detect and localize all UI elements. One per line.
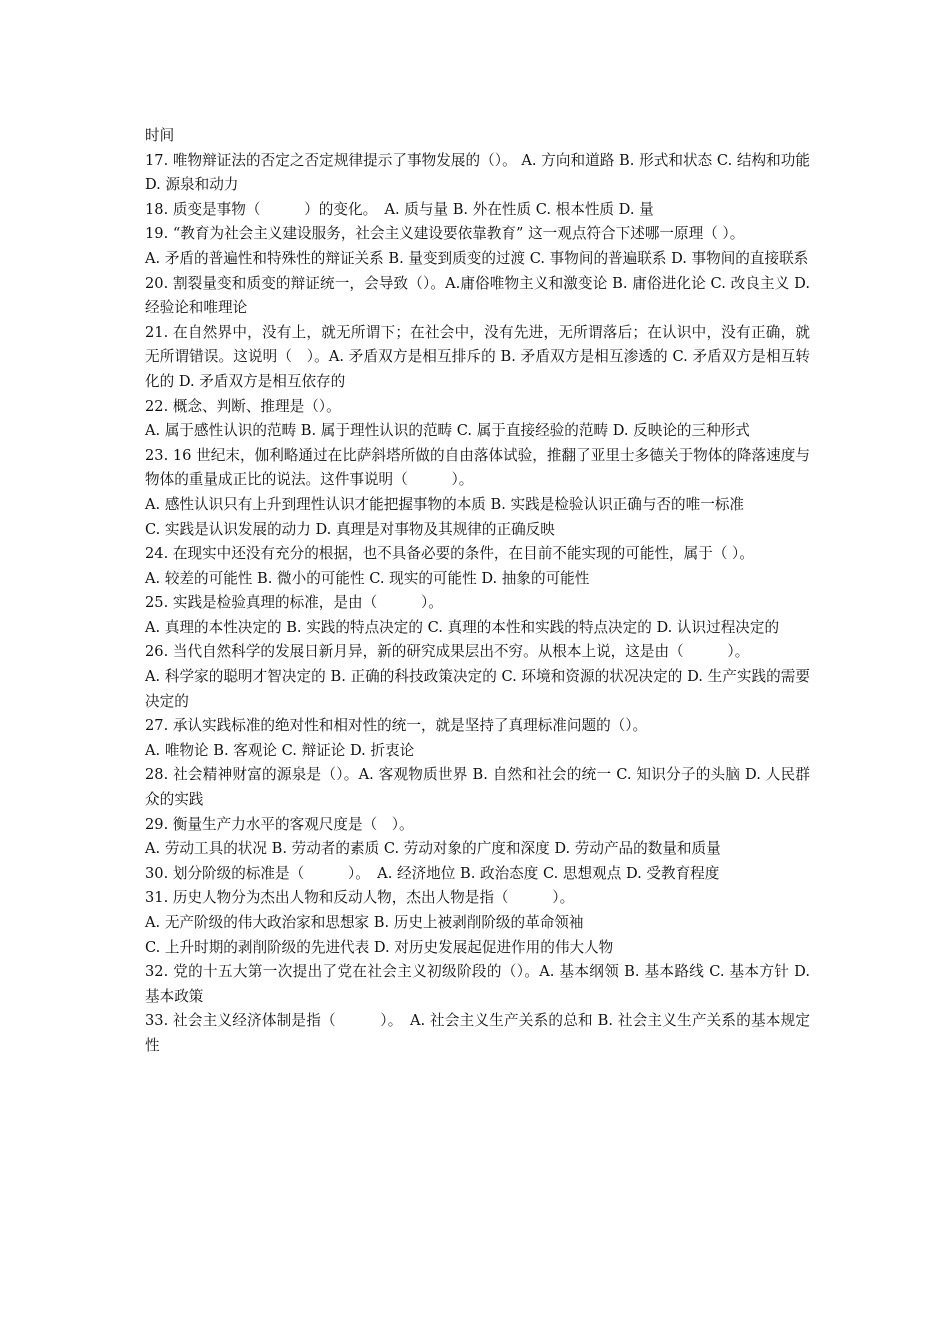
question-24: 24. 在现实中还没有充分的根据，也不具备必要的条件，在目前不能实现的可能性，属于（ ）。 [145, 545, 754, 563]
question-31-options-cd: C. 上升时期的剥削阶级的先进代表 D. 对历史发展起促进作用的伟大人物 [145, 938, 614, 956]
question-29: 29. 衡量生产力水平的客观尺度是（ ）。 [145, 815, 414, 833]
question-26-options: A. 科学家的聪明才智决定的 B. 正确的科技政策决定的 C. 环境和资源的状况决定的 D. 生产实践的需要决定的 [145, 668, 810, 710]
question-30: 30. 划分阶级的标准是（ ）。 A. 经济地位 B. 政治态度 C. 思想观点 D. 受教育程度 [145, 864, 720, 882]
question-19: 19. “教育为社会主义建设服务，社会主义建设要依靠教育” 这一观点符合下述哪一原理（ ）。 [145, 225, 745, 243]
question-19-options: A. 矛盾的普遍性和特殊性的辩证关系 B. 量变到质变的过渡 C. 事物间的普遍联系 D. 事物间的直接联系 [145, 249, 809, 267]
question-22-options: A. 属于感性认识的范畴 B. 属于理性认识的范畴 C. 属于直接经验的范畴 D. 反映论的三种形式 [145, 422, 750, 440]
question-20: 20. 割裂量变和质变的辩证统一，会导致（）。A.庸俗唯物主义和激变论 B. 庸俗进化论 C. 改良主义 D. 经验论和唯理论 [145, 274, 810, 317]
question-32: 32. 党的十五大第一次提出了党在社会主义初级阶段的（）。A. 基本纲领 B. 基本路线 C. 基本方针 D. 基本政策 [145, 963, 810, 1005]
question-31-options-ab: A. 无产阶级的伟大政治家和思想家 B. 历史上被剥削阶级的革命领袖 [145, 914, 584, 931]
question-21: 21. 在自然界中，没有上，就无所谓下；在社会中，没有先进，无所谓落后；在认识中，没有正确，就无所谓错误。这说明（ ）。A. 矛盾双方是相互排斥的 B. 矛盾双方是相互渗透的 C. 矛盾双方是相互转化的 D. 矛盾双方是相互依存的 [145, 323, 810, 390]
question-25: 25. 实践是检验真理的标准，是由（ ）。 [145, 594, 443, 612]
question-33: 33. 社会主义经济体制是指（ ）。 A. 社会主义生产关系的总和 B. 社会主义生产关系的基本规定性 [145, 1012, 810, 1054]
question-18: 18. 质变是事物（ ）的变化。 A. 质与量 B. 外在性质 C. 根本性质 D. 量 [145, 200, 654, 218]
question-23-options-cd: C. 实践是认识发展的动力 D. 真理是对事物及其规律的正确反映 [145, 520, 555, 538]
question-23-options-ab: A. 感性认识只有上升到理性认识才能把握事物的本质 B. 实践是检验认识正确与否的唯一标准 [145, 495, 745, 513]
text-fragment-time: 时间 [145, 127, 175, 144]
question-24-options: A. 较差的可能性 B. 微小的可能性 C. 现实的可能性 D. 抽象的可能性 [145, 569, 590, 587]
question-23: 23. 16 世纪末，伽利略通过在比萨斜塔所做的自由落体试验，推翻了亚里士多德关于物体的降落速度与物体的重量成正比的说法。这件事说明（ ）。 [145, 446, 810, 489]
question-17: 17. 唯物辩证法的否定之否定规律提示了事物发展的（）。 A. 方向和道路 B. 形式和状态 C. 结构和功能 D. 源泉和动力 [145, 151, 810, 194]
question-26: 26. 当代自然科学的发展日新月异，新的研究成果层出不穷。从根本上说，这是由（ ）。 [145, 643, 750, 661]
question-31: 31. 历史人物分为杰出人物和反动人物，杰出人物是指（ ）。 [145, 889, 575, 907]
question-25-options: A. 真理的本性决定的 B. 实践的特点决定的 C. 真理的本性和实践的特点决定的 D. 认识过程决定的 [145, 618, 780, 636]
question-27: 27. 承认实践标准的绝对性和相对性的统一，就是坚持了真理标准问题的（）。 [145, 717, 648, 735]
question-29-options: A. 劳动工具的状况 B. 劳动者的素质 C. 劳动对象的广度和深度 D. 劳动产品的数量和质量 [145, 840, 721, 858]
question-27-options: A. 唯物论 B. 客观论 C. 辩证论 D. 折衷论 [145, 741, 415, 759]
question-28: 28. 社会精神财富的源泉是（）。A. 客观物质世界 B. 自然和社会的统一 C. 知识分子的头脑 D. 人民群众的实践 [145, 766, 810, 809]
question-22: 22. 概念、判断、推理是（）。 [145, 397, 341, 415]
document-body [145, 124, 810, 1059]
